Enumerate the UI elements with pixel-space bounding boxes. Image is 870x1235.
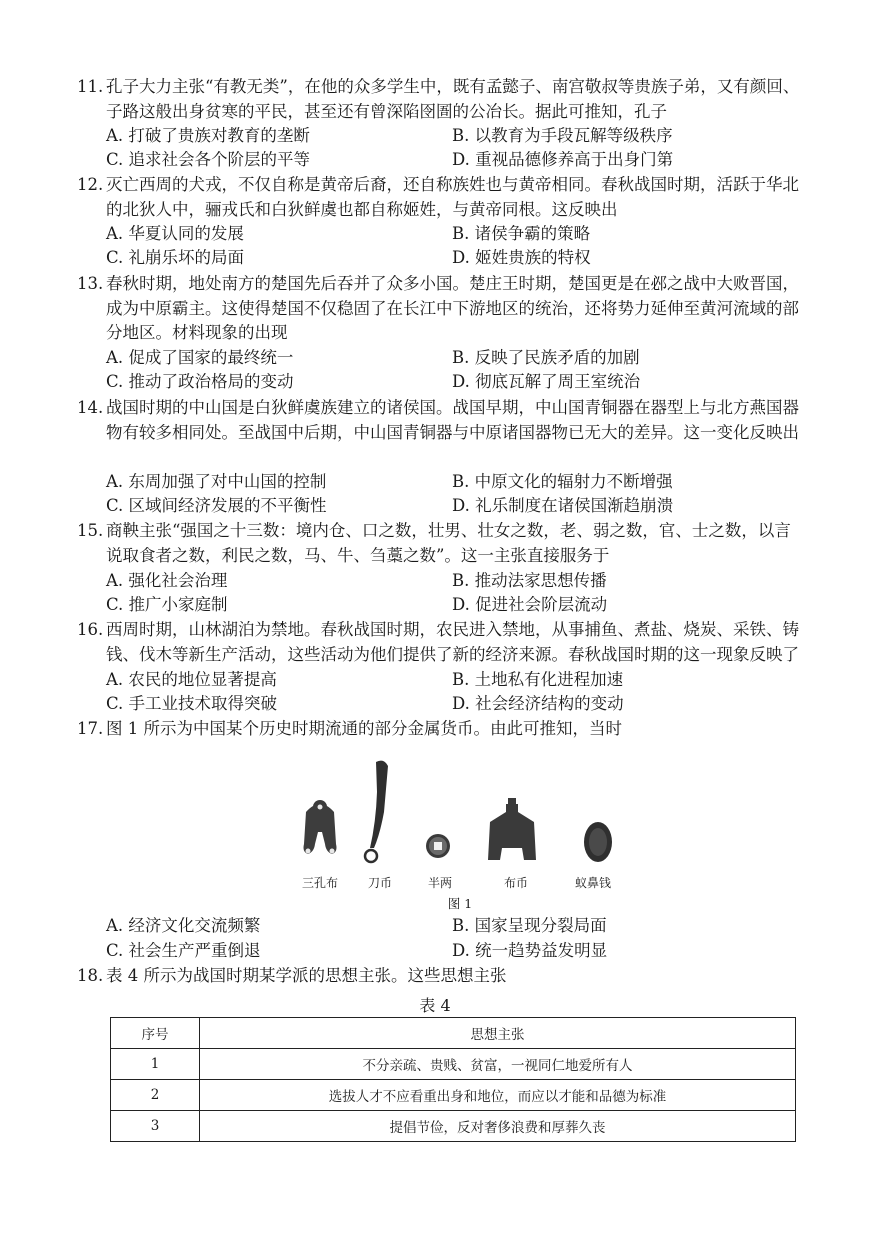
table-cell-idea: 选拔人才不应看重出身和地位，而应以才能和品德为标准 <box>200 1080 796 1111</box>
question-18-stem: 18. 表 4 所示为战国时期某学派的思想主张。这些思想主张 <box>106 964 806 989</box>
question-17-stem: 17. 图 1 所示为中国某个历史时期流通的部分金属货币。由此可推知，当时 <box>106 717 806 742</box>
question-12-option-a: A. 华夏认同的发展 <box>106 224 244 243</box>
question-15-option-a: A. 强化社会治理 <box>106 571 228 590</box>
table-cell-index: 3 <box>111 1111 200 1142</box>
question-12-option-d: D. 姬姓贵族的特权 <box>452 248 591 267</box>
table-cell-index: 1 <box>111 1049 200 1080</box>
table-4 <box>110 1017 796 1142</box>
table-row <box>111 1049 796 1080</box>
question-number: 12. <box>77 175 104 194</box>
table-row <box>111 1080 796 1111</box>
question-11-stem: 11. 孔子大力主张“有教无类”，在他的众多学生中，既有孟懿子、南宫敬叔等贵族子弟，又有颜回、子路这般出身贫寒的平民，甚至还有曾深陷囹圄的公冶长。据此可推知，孔子 <box>77 77 800 121</box>
question-16-option-c: C. 手工业技术取得突破 <box>106 694 278 713</box>
question-12-stem: 12. 灭亡西周的犬戎，不仅自称是黄帝后裔，还自称族姓也与黄帝相同。春秋战国时期，活跃于华北的北狄人中，骊戎氏和白狄鲜虞也都自称姬姓，与黄帝同根。这反映出 <box>77 175 799 219</box>
question-13-option-d: D. 彻底瓦解了周王室统治 <box>452 372 641 391</box>
question-number: 14. <box>77 398 104 417</box>
table-header-idea: 思想主张 <box>200 1018 796 1049</box>
question-13-option-a: A. 促成了国家的最终统一 <box>106 348 294 367</box>
table-cell-idea: 提倡节俭，反对奢侈浪费和厚葬久丧 <box>200 1111 796 1142</box>
question-17-option-d: D. 统一趋势益发明显 <box>452 941 608 960</box>
figure-1-caption: 图 1 <box>447 896 473 911</box>
question-17-option-c: C. 社会生产严重倒退 <box>106 941 261 960</box>
question-15-stem: 15. 商鞅主张“强国之十三数：境内仓、口之数，壮男、壮女之数，老、弱之数，官、士之数，以言说取食者之数，利民之数，马、牛、刍藁之数”。这一主张直接服务于 <box>77 521 791 565</box>
question-17-option-a: A. 经济文化交流频繁 <box>106 916 261 935</box>
figure-1-coins <box>280 752 640 912</box>
question-16-stem: 16. 西周时期，山林湖泊为禁地。春秋战国时期，农民进入禁地，从事捕鱼、煮盐、烧炭、采铁、铸钱、伐木等新生产活动，这些活动为他们提供了新的经济来源。春秋战国时期的这一现象反映了 <box>77 620 799 664</box>
table-header-row <box>111 1018 796 1049</box>
coin-label-bu-bi: 布币 <box>504 876 529 890</box>
coins-illustration <box>280 752 640 892</box>
question-16-option-a: A. 农民的地位显著提高 <box>106 670 277 689</box>
coin-label-dao-bi: 刀币 <box>368 876 393 890</box>
question-13-stem: 13. 春秋时期，地处南方的楚国先后吞并了众多小国。楚庄王时期，楚国更是在邲之战中大败晋国，成为中原霸主。这使得楚国不仅稳固了在长江中下游地区的统治，还将势力延伸至黄河流域的部分地区。材料现象的出现 <box>77 274 799 342</box>
question-number: 11. <box>77 77 104 96</box>
question-number: 15. <box>77 521 104 540</box>
table-row <box>111 1111 796 1142</box>
yi-bi-qian-ant-nose-coin-image <box>584 822 612 862</box>
table-4-title: 表 4 <box>419 996 451 1015</box>
question-13-option-b: B. 反映了民族矛盾的加剧 <box>452 348 640 367</box>
question-12-option-c: C. 礼崩乐坏的局面 <box>106 248 245 267</box>
coin-label-yi-bi-qian: 蚁鼻钱 <box>575 876 612 890</box>
table-cell-idea: 不分亲疏、贵贱、贫富，一视同仁地爱所有人 <box>200 1049 796 1080</box>
question-16-option-d: D. 社会经济结构的变动 <box>452 694 624 713</box>
dao-bi-knife-coin-image <box>365 761 388 862</box>
ban-liang-round-coin-image <box>426 834 450 858</box>
question-13-option-c: C. 推动了政治格局的变动 <box>106 372 294 391</box>
question-14-option-b: B. 中原文化的辐射力不断增强 <box>452 472 673 491</box>
question-16-option-b: B. 土地私有化进程加速 <box>452 670 624 689</box>
question-15-option-c: C. 推广小家庭制 <box>106 595 228 614</box>
question-11-option-d: D. 重视品德修养高于出身门第 <box>452 150 674 169</box>
question-11-option-c: C. 追求社会各个阶层的平等 <box>106 150 311 169</box>
coin-label-san-kong-bu: 三孔布 <box>302 876 339 890</box>
coin-label-ban-liang: 半两 <box>428 876 453 890</box>
question-14-option-c: C. 区域间经济发展的不平衡性 <box>106 496 327 515</box>
question-14-option-a: A. 东周加强了对中山国的控制 <box>106 472 327 491</box>
question-number: 16. <box>77 620 104 639</box>
bu-bi-spade-coin-image <box>488 798 536 860</box>
question-number: 13. <box>77 274 104 293</box>
question-12-option-b: B. 诸侯争霸的策略 <box>452 224 591 243</box>
table-cell-index: 2 <box>111 1080 200 1111</box>
question-11-option-a: A. 打破了贵族对教育的垄断 <box>106 126 310 145</box>
question-17-option-b: B. 国家呈现分裂局面 <box>452 916 607 935</box>
san-kong-bu-coin-image <box>304 800 337 854</box>
question-number: 18. <box>77 966 104 985</box>
question-11-option-b: B. 以教育为手段瓦解等级秩序 <box>452 126 673 145</box>
question-15-option-b: B. 推动法家思想传播 <box>452 571 607 590</box>
question-14-option-d: D. 礼乐制度在诸侯国渐趋崩溃 <box>452 496 674 515</box>
table-header-index: 序号 <box>111 1018 200 1049</box>
question-number: 17. <box>77 719 104 738</box>
question-14-stem: 14. 战国时期的中山国是白狄鲜虞族建立的诸侯国。战国早期，中山国青铜器在器型上与北方燕国器物有较多相同处。至战国中后期，中山国青铜器与中原诸国器物已无大的差异。这一变化反映出 <box>77 398 799 442</box>
question-15-option-d: D. 促进社会阶层流动 <box>452 595 608 614</box>
